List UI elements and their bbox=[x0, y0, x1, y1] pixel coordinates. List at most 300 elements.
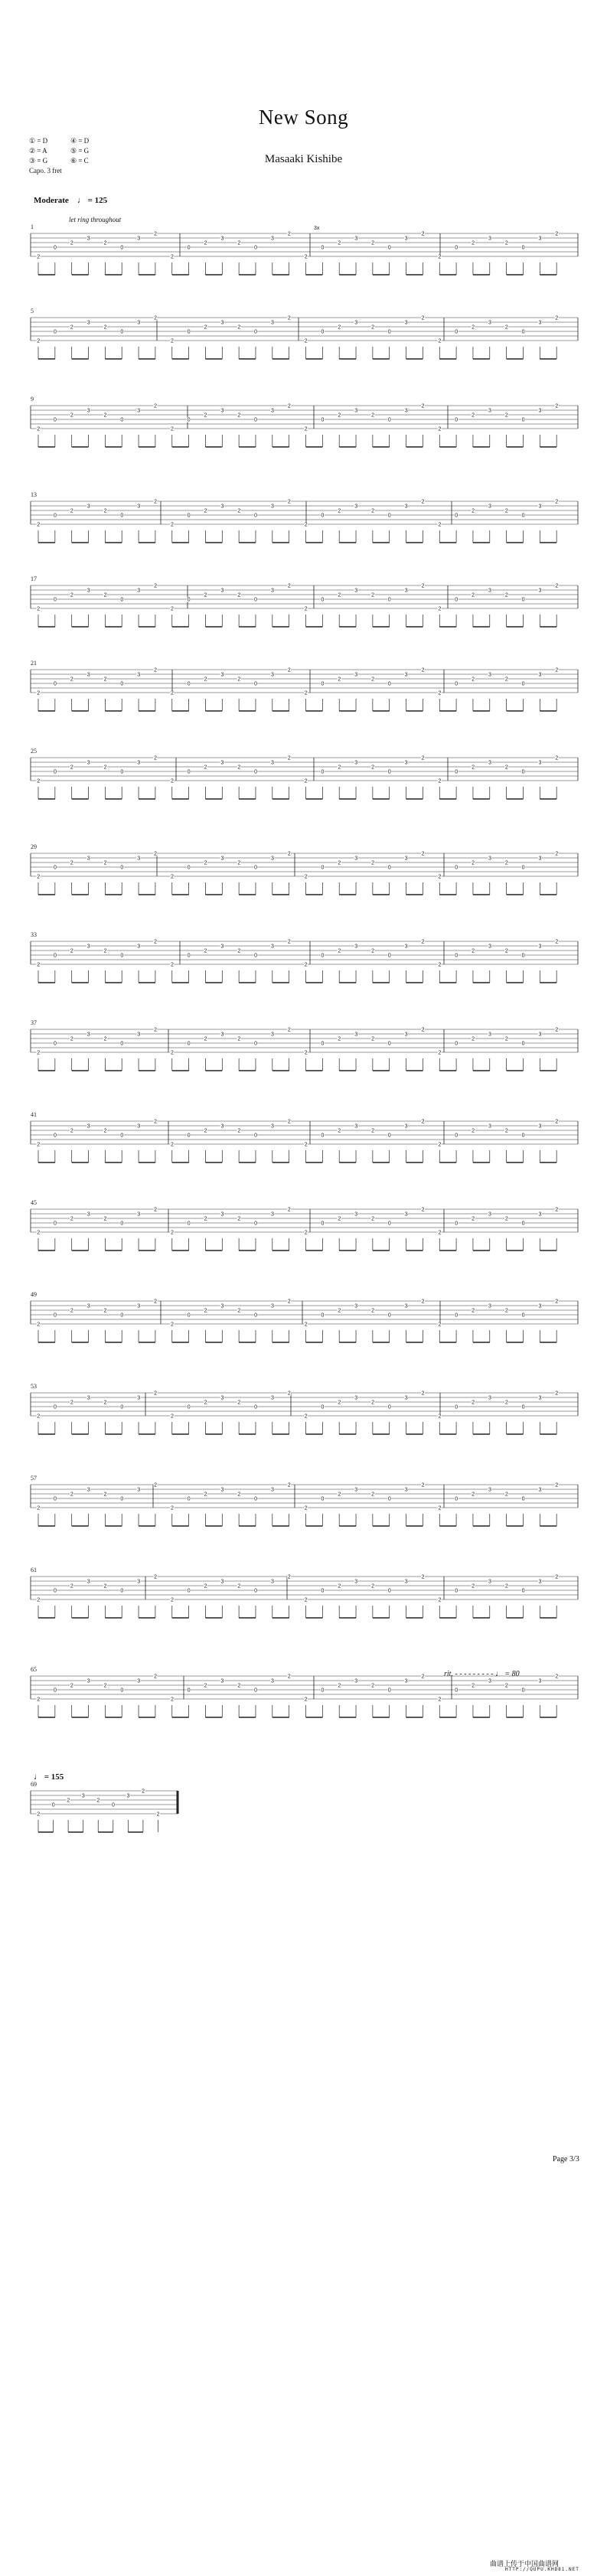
fret-number: 0 bbox=[321, 1496, 325, 1502]
fret-number: 3 bbox=[86, 944, 90, 950]
fret-number: 3 bbox=[404, 504, 408, 510]
fret-number: 2 bbox=[438, 1142, 442, 1148]
fret-number: 2 bbox=[237, 1128, 241, 1134]
fret-number: 2 bbox=[154, 1027, 158, 1033]
fret-number: 3 bbox=[354, 672, 358, 678]
fret-number: 2 bbox=[237, 1308, 241, 1314]
fret-number: 0 bbox=[120, 865, 124, 871]
fret-number: 2 bbox=[204, 948, 207, 954]
fret-number: 2 bbox=[304, 1142, 308, 1148]
fret-number: 0 bbox=[321, 769, 325, 775]
fret-number: 0 bbox=[187, 1312, 191, 1319]
fret-number: 3 bbox=[137, 1123, 141, 1130]
fret-number: 2 bbox=[555, 1674, 559, 1680]
fret-number: 2 bbox=[438, 962, 442, 968]
fret-number: 3 bbox=[271, 672, 274, 678]
fret-number: 2 bbox=[287, 231, 291, 237]
fret-number: 0 bbox=[254, 953, 258, 959]
footer-url: HTTP://QUPU.KHD81.NET bbox=[505, 2567, 579, 2572]
fret-number: 0 bbox=[521, 865, 525, 871]
fret-number: 0 bbox=[254, 1133, 258, 1139]
fret-number: 2 bbox=[438, 1230, 442, 1236]
fret-number: 0 bbox=[455, 597, 459, 603]
fret-number: 2 bbox=[304, 1050, 308, 1056]
fret-number: 2 bbox=[103, 508, 107, 514]
fret-number: 3 bbox=[220, 408, 224, 414]
fret-number: 2 bbox=[438, 338, 442, 344]
fret-number: 3 bbox=[137, 672, 141, 678]
measure-number: 21 bbox=[31, 660, 37, 667]
fret-number: 3 bbox=[86, 760, 90, 766]
fret-number: 2 bbox=[504, 677, 508, 683]
fret-number: 3 bbox=[137, 320, 141, 326]
fret-number: 0 bbox=[321, 1041, 325, 1047]
fret-number: 3 bbox=[538, 588, 542, 594]
fret-number: 3 bbox=[538, 1303, 542, 1309]
fret-number: 3 bbox=[137, 236, 141, 242]
measure-number: 29 bbox=[31, 843, 37, 850]
fret-number: 3 bbox=[271, 1579, 274, 1585]
fret-number: 2 bbox=[438, 1505, 442, 1511]
fret-number: 2 bbox=[338, 1583, 341, 1590]
fret-number: 3 bbox=[86, 1487, 90, 1493]
fret-number: 0 bbox=[321, 681, 325, 687]
fret-number: 2 bbox=[504, 324, 508, 331]
fret-number: 0 bbox=[321, 597, 325, 603]
fret-number: 2 bbox=[338, 1128, 341, 1134]
page-title: New Song bbox=[258, 106, 349, 129]
fret-number: 2 bbox=[304, 522, 308, 528]
fret-number: 2 bbox=[70, 240, 73, 246]
measure-number: 57 bbox=[31, 1475, 37, 1482]
fret-number: 2 bbox=[304, 1697, 308, 1703]
fret-number: 2 bbox=[103, 1216, 107, 1222]
fret-number: 3 bbox=[488, 504, 491, 510]
fret-number: 3 bbox=[404, 1032, 408, 1038]
fret-number: 3 bbox=[488, 856, 491, 862]
composer-name: Masaaki Kishibe bbox=[264, 153, 343, 165]
fret-number: 2 bbox=[421, 755, 425, 761]
fret-number: 3 bbox=[271, 1395, 274, 1401]
fret-number: 0 bbox=[387, 681, 391, 687]
fret-number: 0 bbox=[54, 1496, 57, 1502]
fret-number: 2 bbox=[371, 1036, 374, 1042]
fret-number: 2 bbox=[438, 1050, 442, 1056]
fret-number: 2 bbox=[338, 1216, 341, 1222]
fret-number: 3 bbox=[538, 944, 542, 950]
capo-note: Capo. 3 fret bbox=[29, 167, 62, 174]
fret-number: 3 bbox=[488, 1579, 491, 1585]
fret-number: 2 bbox=[304, 778, 308, 784]
fret-number: 0 bbox=[387, 953, 391, 959]
fret-number: 0 bbox=[254, 1041, 258, 1047]
fret-number: 2 bbox=[170, 778, 174, 784]
fret-number: 0 bbox=[321, 1221, 325, 1227]
fret-number: 2 bbox=[371, 948, 374, 954]
fret-number: 0 bbox=[187, 1588, 191, 1594]
fret-number: 3 bbox=[404, 856, 408, 862]
fret-number: 2 bbox=[338, 1400, 341, 1406]
fret-number: 0 bbox=[521, 245, 525, 251]
fret-number: 2 bbox=[555, 1119, 559, 1125]
fret-number: 0 bbox=[120, 1041, 124, 1047]
fret-number: 2 bbox=[371, 508, 374, 514]
fret-number: 3 bbox=[86, 672, 90, 678]
fret-number: 3 bbox=[220, 1678, 224, 1684]
tuning-string-3: ③ = G bbox=[29, 157, 48, 165]
fret-number: 0 bbox=[187, 1133, 191, 1139]
tuning-string-1: ① = D bbox=[29, 137, 48, 145]
fret-number: 2 bbox=[504, 948, 508, 954]
fret-number: 2 bbox=[204, 1308, 207, 1314]
measure-number: 53 bbox=[31, 1383, 37, 1390]
fret-number: 3 bbox=[137, 1487, 141, 1493]
fret-number: 3 bbox=[220, 1123, 224, 1130]
fret-number: 2 bbox=[504, 240, 508, 246]
fret-number: 0 bbox=[120, 1588, 124, 1594]
fret-number: 3 bbox=[404, 236, 408, 242]
fret-number: 0 bbox=[455, 329, 459, 335]
fret-number: 0 bbox=[187, 1496, 191, 1502]
fret-number: 3 bbox=[137, 1579, 141, 1585]
tuning-string-5: ⑤ = G bbox=[70, 147, 90, 155]
fret-number: 2 bbox=[371, 1128, 374, 1134]
fret-number: 2 bbox=[504, 1492, 508, 1498]
fret-number: 3 bbox=[404, 1123, 408, 1130]
final-tempo-marking: ♩ = 155 bbox=[34, 1772, 64, 1782]
fret-number: 2 bbox=[472, 592, 475, 598]
fret-number: 3 bbox=[271, 588, 274, 594]
tuning-string-6: ⑥ = C bbox=[70, 157, 89, 165]
fret-number: 2 bbox=[37, 690, 41, 696]
fret-number: 3 bbox=[354, 1579, 358, 1585]
fret-number: 2 bbox=[103, 1400, 107, 1406]
fret-number: 3 bbox=[271, 1123, 274, 1130]
fret-number: 2 bbox=[304, 606, 308, 612]
fret-number: 0 bbox=[187, 865, 191, 871]
fret-number: 0 bbox=[187, 1687, 191, 1694]
fret-number: 0 bbox=[321, 1687, 325, 1694]
fret-number: 3 bbox=[220, 1032, 224, 1038]
fret-number: 0 bbox=[54, 1041, 57, 1047]
fret-number: 3 bbox=[488, 760, 491, 766]
fret-number: 3 bbox=[126, 1793, 130, 1799]
fret-number: 2 bbox=[472, 508, 475, 514]
fret-number: 2 bbox=[70, 508, 73, 514]
fret-number: 2 bbox=[204, 765, 207, 771]
fret-number: 2 bbox=[338, 948, 341, 954]
fret-number: 3 bbox=[354, 1395, 358, 1401]
fret-number: 2 bbox=[37, 1050, 41, 1056]
fret-number: 2 bbox=[338, 1036, 341, 1042]
fret-number: 2 bbox=[287, 499, 291, 505]
fret-number: 2 bbox=[37, 1230, 41, 1236]
fret-number: 0 bbox=[455, 245, 459, 251]
fret-number: 2 bbox=[70, 1216, 73, 1222]
fret-number: 0 bbox=[387, 329, 391, 335]
fret-number: 3 bbox=[354, 236, 358, 242]
fret-number: 0 bbox=[54, 681, 57, 687]
fret-number: 2 bbox=[170, 426, 174, 432]
fret-number: 0 bbox=[54, 865, 57, 871]
fret-number: 2 bbox=[37, 1414, 41, 1420]
fret-number: 2 bbox=[438, 522, 442, 528]
fret-number: 2 bbox=[37, 606, 41, 612]
fret-number: 2 bbox=[338, 508, 341, 514]
fret-number: 2 bbox=[438, 1597, 442, 1603]
fret-number: 2 bbox=[338, 1492, 341, 1498]
fret-number: 0 bbox=[54, 1687, 57, 1694]
fret-number: 0 bbox=[187, 245, 191, 251]
fret-number: 2 bbox=[37, 338, 41, 344]
fret-number: 2 bbox=[504, 1400, 508, 1406]
fret-number: 0 bbox=[455, 1312, 459, 1319]
fret-number: 3 bbox=[271, 856, 274, 862]
fret-number: 2 bbox=[287, 1027, 291, 1033]
fret-number: 2 bbox=[204, 1683, 207, 1689]
fret-number: 0 bbox=[521, 769, 525, 775]
fret-number: 2 bbox=[338, 765, 341, 771]
fret-number: 0 bbox=[321, 1404, 325, 1410]
fret-number: 3 bbox=[86, 504, 90, 510]
fret-number: 3 bbox=[354, 856, 358, 862]
fret-number: 2 bbox=[555, 1299, 559, 1305]
fret-number: 2 bbox=[504, 765, 508, 771]
fret-number: 3 bbox=[86, 236, 90, 242]
fret-number: 3 bbox=[538, 1211, 542, 1218]
fret-number: 0 bbox=[120, 597, 124, 603]
fret-number: 2 bbox=[504, 1308, 508, 1314]
fret-number: 2 bbox=[170, 522, 174, 528]
fret-number: 2 bbox=[555, 1027, 559, 1033]
tempo-bpm: ♩ = 125 bbox=[77, 196, 108, 205]
fret-number: 0 bbox=[254, 1312, 258, 1319]
fret-number: 2 bbox=[154, 1482, 158, 1489]
fret-number: 0 bbox=[521, 1687, 525, 1694]
fret-number: 2 bbox=[338, 240, 341, 246]
fret-number: 0 bbox=[120, 769, 124, 775]
fret-number: 2 bbox=[37, 426, 41, 432]
performance-note: let ring throughout bbox=[69, 216, 122, 223]
fret-number: 2 bbox=[421, 667, 425, 673]
fret-number: 2 bbox=[287, 1482, 291, 1489]
fret-number: 0 bbox=[51, 1802, 55, 1808]
fret-number: 0 bbox=[321, 1312, 325, 1319]
fret-number: 3 bbox=[354, 760, 358, 766]
fret-number: 3 bbox=[220, 1303, 224, 1309]
fret-number: 3 bbox=[220, 944, 224, 950]
fret-number: 3 bbox=[404, 672, 408, 678]
fret-number: 3 bbox=[137, 760, 141, 766]
fret-number: 2 bbox=[204, 1400, 207, 1406]
fret-number: 3 bbox=[538, 1487, 542, 1493]
fret-number: 2 bbox=[438, 1414, 442, 1420]
fret-number: 0 bbox=[387, 1312, 391, 1319]
fret-number: 2 bbox=[204, 412, 207, 419]
fret-number: 0 bbox=[387, 1496, 391, 1502]
fret-number: 2 bbox=[421, 1674, 425, 1680]
fret-number: 2 bbox=[70, 1128, 73, 1134]
fret-number: 0 bbox=[187, 1221, 191, 1227]
fret-number: 3 bbox=[404, 1579, 408, 1585]
fret-number: 2 bbox=[37, 1811, 41, 1818]
fret-number: 2 bbox=[472, 240, 475, 246]
fret-number: 2 bbox=[237, 324, 241, 331]
fret-number: 3 bbox=[81, 1793, 85, 1799]
fret-number: 0 bbox=[321, 953, 325, 959]
fret-number: 2 bbox=[237, 1492, 241, 1498]
fret-number: 0 bbox=[321, 329, 325, 335]
fret-number: 3 bbox=[86, 1395, 90, 1401]
fret-number: 3 bbox=[538, 1395, 542, 1401]
fret-number: 0 bbox=[254, 865, 258, 871]
fret-number: 2 bbox=[204, 1492, 207, 1498]
fret-number: 0 bbox=[120, 1404, 124, 1410]
fret-number: 3 bbox=[404, 1487, 408, 1493]
fret-number: 0 bbox=[455, 1041, 459, 1047]
fret-number: 0 bbox=[254, 417, 258, 423]
fret-number: 0 bbox=[254, 329, 258, 335]
fret-number: 3 bbox=[220, 856, 224, 862]
fret-number: 2 bbox=[472, 1583, 475, 1590]
fret-number: 2 bbox=[170, 1505, 174, 1511]
fret-number: 3 bbox=[488, 1678, 491, 1684]
fret-number: 2 bbox=[472, 412, 475, 419]
fret-number: 2 bbox=[287, 851, 291, 857]
fret-number: 2 bbox=[421, 1119, 425, 1125]
fret-number: 0 bbox=[254, 1221, 258, 1227]
fret-number: 0 bbox=[120, 1312, 124, 1319]
fret-number: 0 bbox=[521, 681, 525, 687]
fret-number: 0 bbox=[455, 1687, 459, 1694]
fret-number: 3 bbox=[86, 408, 90, 414]
fret-number: 2 bbox=[421, 499, 425, 505]
fret-number: 2 bbox=[204, 860, 207, 866]
fret-number: 0 bbox=[254, 513, 258, 519]
measure-number: 1 bbox=[31, 223, 34, 230]
fret-number: 2 bbox=[472, 1683, 475, 1689]
fret-number: 2 bbox=[555, 231, 559, 237]
fret-number: 3 bbox=[488, 1487, 491, 1493]
fret-number: 0 bbox=[455, 1221, 459, 1227]
fret-number: 2 bbox=[472, 1036, 475, 1042]
fret-number: 3 bbox=[271, 1678, 274, 1684]
fret-number: 2 bbox=[70, 412, 73, 419]
fret-number: 0 bbox=[254, 769, 258, 775]
fret-number: 0 bbox=[455, 865, 459, 871]
fret-number: 2 bbox=[338, 324, 341, 331]
fret-number: 3 bbox=[86, 856, 90, 862]
fret-number: 2 bbox=[103, 412, 107, 419]
measure-number: 49 bbox=[31, 1291, 37, 1298]
fret-number: 0 bbox=[254, 597, 258, 603]
fret-number: 2 bbox=[103, 860, 107, 866]
fret-number: 0 bbox=[120, 1133, 124, 1139]
fret-number: 0 bbox=[254, 1404, 258, 1410]
fret-number: 2 bbox=[371, 592, 374, 598]
fret-number: 2 bbox=[287, 315, 291, 321]
measure-number: 41 bbox=[31, 1111, 37, 1118]
fret-number: 0 bbox=[387, 1133, 391, 1139]
fret-number: 3 bbox=[271, 236, 274, 242]
fret-number: 2 bbox=[170, 338, 174, 344]
fret-number: 2 bbox=[304, 1322, 308, 1328]
fret-number: 2 bbox=[70, 860, 73, 866]
fret-number: 2 bbox=[472, 1308, 475, 1314]
fret-number: 2 bbox=[103, 765, 107, 771]
fret-number: 2 bbox=[421, 939, 425, 945]
fret-number: 2 bbox=[103, 1683, 107, 1689]
fret-number: 3 bbox=[86, 588, 90, 594]
fret-number: 2 bbox=[170, 1597, 174, 1603]
fret-number: 2 bbox=[70, 1683, 73, 1689]
fret-number: 2 bbox=[338, 412, 341, 419]
fret-number: 0 bbox=[54, 1312, 57, 1319]
fret-number: 0 bbox=[54, 1404, 57, 1410]
fret-number: 2 bbox=[287, 1119, 291, 1125]
fret-number: 2 bbox=[170, 874, 174, 880]
fret-number: 2 bbox=[304, 1597, 308, 1603]
fret-number: 2 bbox=[304, 1505, 308, 1511]
fret-number: 0 bbox=[321, 865, 325, 871]
fret-number: 3 bbox=[220, 672, 224, 678]
fret-number: 2 bbox=[103, 1492, 107, 1498]
fret-number: 2 bbox=[37, 874, 41, 880]
fret-number: 2 bbox=[338, 1308, 341, 1314]
fret-number: 3 bbox=[220, 1579, 224, 1585]
fret-number: 0 bbox=[54, 513, 57, 519]
fret-number: 0 bbox=[387, 1404, 391, 1410]
fret-number: 2 bbox=[438, 874, 442, 880]
fret-number: 0 bbox=[254, 245, 258, 251]
fret-number: 3 bbox=[271, 504, 274, 510]
fret-number: 0 bbox=[387, 769, 391, 775]
fret-number: 3 bbox=[538, 320, 542, 326]
fret-number: 3 bbox=[404, 1303, 408, 1309]
fret-number: 2 bbox=[421, 1391, 425, 1397]
fret-number: 2 bbox=[555, 499, 559, 505]
fret-number: 2 bbox=[504, 1128, 508, 1134]
fret-number: 2 bbox=[504, 1216, 508, 1222]
fret-number: 3 bbox=[86, 1123, 90, 1130]
fret-number: 2 bbox=[555, 939, 559, 945]
fret-number: 2 bbox=[170, 962, 174, 968]
fret-number: 2 bbox=[154, 499, 158, 505]
fret-number: 3 bbox=[137, 1678, 141, 1684]
fret-number: 2 bbox=[103, 1036, 107, 1042]
fret-number: 2 bbox=[237, 508, 241, 514]
repeat-count-label: 3x bbox=[314, 226, 320, 231]
fret-number: 0 bbox=[120, 417, 124, 423]
fret-number: 2 bbox=[555, 667, 559, 673]
fret-number: 2 bbox=[504, 412, 508, 419]
fret-number: 0 bbox=[521, 329, 525, 335]
fret-number: 2 bbox=[472, 860, 475, 866]
tuning-string-4: ④ = D bbox=[70, 137, 90, 145]
measure-number: 17 bbox=[31, 576, 37, 582]
fret-number: 0 bbox=[455, 513, 459, 519]
fret-number: 0 bbox=[254, 1687, 258, 1694]
fret-number: 2 bbox=[421, 1299, 425, 1305]
fret-number: 0 bbox=[455, 681, 459, 687]
fret-number: 0 bbox=[521, 1404, 525, 1410]
fret-number: 2 bbox=[70, 1308, 73, 1314]
fret-number: 2 bbox=[421, 1482, 425, 1489]
fret-number: 2 bbox=[472, 1128, 475, 1134]
fret-number: 2 bbox=[287, 403, 291, 409]
fret-number: 0 bbox=[54, 1588, 57, 1594]
fret-number: 3 bbox=[488, 1211, 491, 1218]
